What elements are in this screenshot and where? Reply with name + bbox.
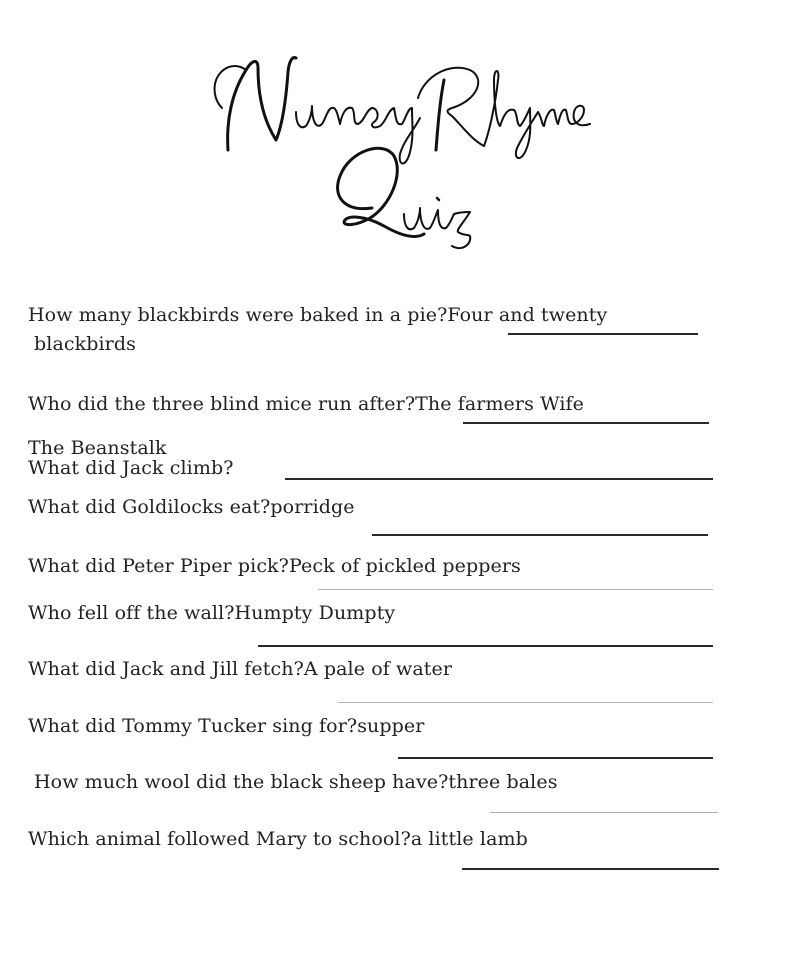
question-5-prompt: What did Peter Piper pick? [28, 555, 289, 577]
question-7-answer-line [338, 702, 713, 703]
question-5-answer-line [318, 589, 713, 590]
question-8-answer: supper [357, 715, 425, 737]
question-2-answer-line [463, 422, 709, 424]
question-2-prompt: Who did the three blind mice run after? [28, 393, 416, 415]
question-10-text [28, 827, 528, 851]
title-letter-n [228, 58, 296, 150]
question-8-answer-line [398, 757, 713, 759]
question-10-answer-line [462, 868, 719, 870]
question-10-answer: a little lamb [410, 828, 528, 850]
question-4-prompt: What did Goldilocks eat? [28, 496, 271, 518]
question-6-answer: Humpty Dumpty [234, 602, 396, 624]
question-2-text [28, 392, 584, 416]
question-10-prompt: Which animal followed Mary to school? [28, 828, 411, 850]
question-4-text [28, 495, 355, 519]
question-6-answer-line [258, 645, 713, 647]
question-8-text [28, 714, 424, 738]
question-9-text [34, 770, 558, 794]
question-3-answer: The Beanstalk [28, 437, 167, 459]
question-6-text [28, 601, 395, 625]
question-2-answer: The farmers Wife [415, 393, 585, 415]
title-word-hyme [484, 71, 590, 158]
question-7-prompt: What did Jack and Jill fetch? [28, 658, 304, 680]
title-letter-q [338, 148, 424, 236]
title-word-uiz [404, 208, 470, 248]
question-1-answer-continued: blackbirds [34, 333, 136, 355]
question-5-text [28, 554, 521, 578]
question-8-prompt: What did Tommy Tucker sing for? [28, 715, 358, 737]
question-1-text [28, 303, 607, 327]
question-9-prompt: How much wool did the black sheep have? [34, 771, 449, 793]
question-9-answer-line [490, 812, 718, 813]
title-letter-r [436, 80, 444, 150]
question-4-answer: porridge [270, 496, 355, 518]
question-6-prompt: Who fell off the wall? [28, 602, 235, 624]
question-3-answer-line [285, 478, 713, 480]
question-7-text [28, 657, 452, 681]
question-1-answer-line [508, 333, 698, 335]
question-4-answer-line [372, 534, 708, 536]
question-5-answer: Peck of pickled peppers [288, 555, 521, 577]
quiz-title [0, 0, 794, 260]
question-1-prompt: How many blackbirds were baked in a pie? [28, 304, 448, 326]
question-9-answer: three bales [448, 771, 558, 793]
question-7-answer: A pale of water [303, 658, 453, 680]
question-1-answer: Four and twenty [447, 304, 608, 326]
question-3-prompt: What did Jack climb? [28, 457, 234, 479]
